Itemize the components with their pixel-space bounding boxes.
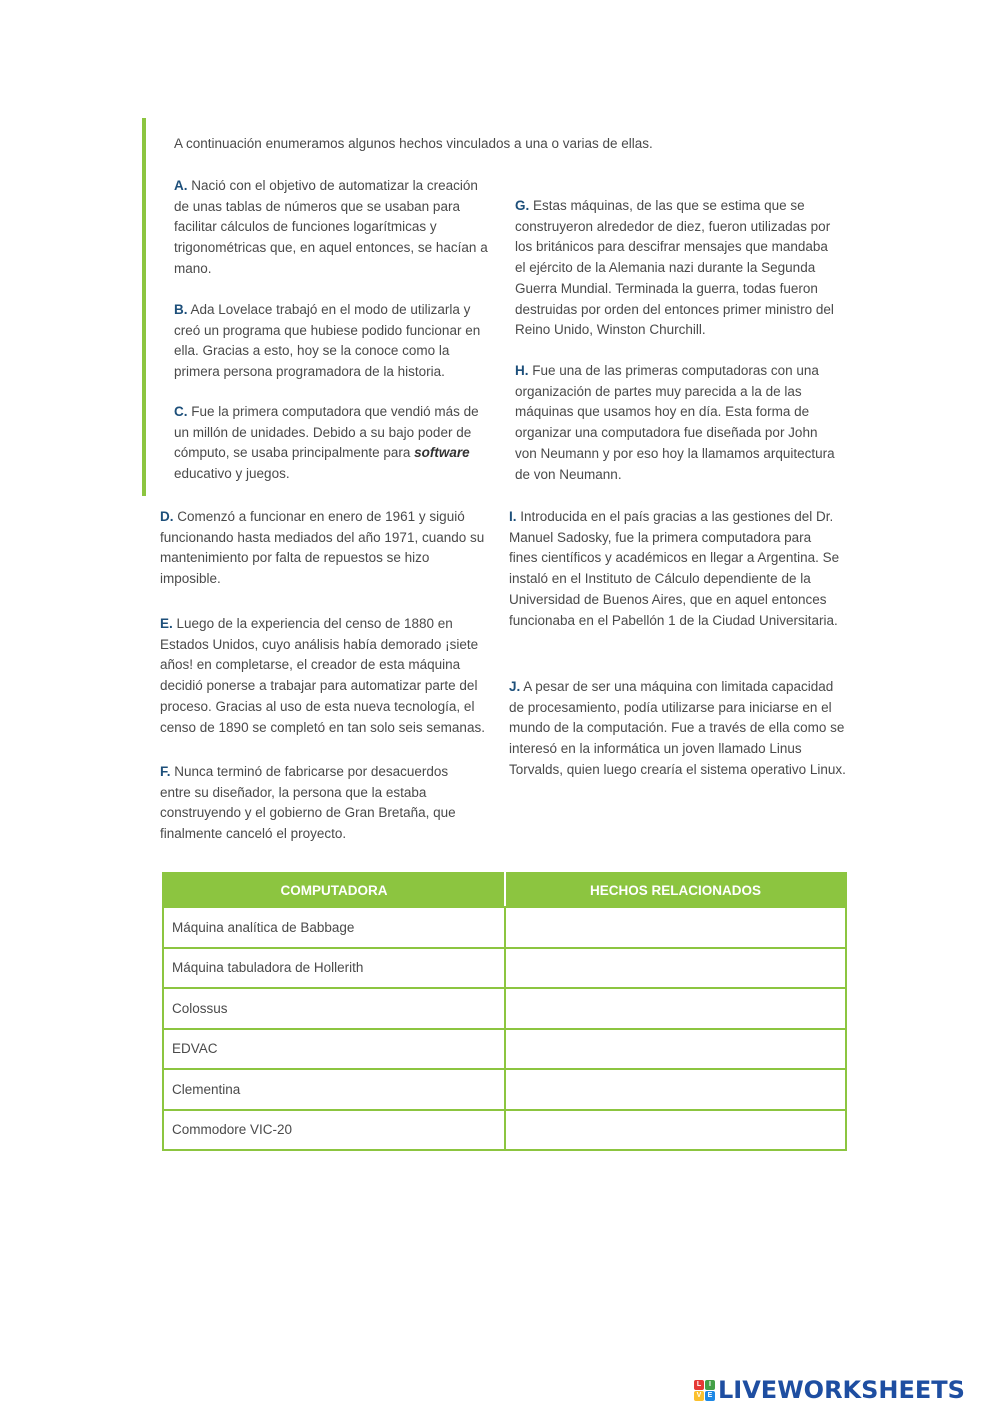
- liveworksheets-brand[interactable]: [694, 1376, 965, 1404]
- fact-letter: F.: [160, 764, 171, 779]
- fact-a: [174, 176, 492, 280]
- answer-cell[interactable]: [505, 1069, 846, 1110]
- fact-text: Ada Lovelace trabajó en el modo de utilizarla y creó un programa que hubiese podido funcionar en ella. Gracias a esto, hoy se la conoce como la primera persona programadora de la historia.: [174, 302, 481, 380]
- table-row: [163, 988, 846, 1029]
- brand-name: LIVEWORKSHEETS: [718, 1376, 965, 1404]
- fact-d: [160, 507, 488, 590]
- fact-text: Nunca terminó de fabricarse por desacuerdos entre su diseñador, la persona que la estaba construyendo y el gobierno de Gran Bretaña, que finalmente canceló el proyecto.: [160, 764, 456, 842]
- logo-tile: E: [705, 1391, 715, 1401]
- liveworksheets-logo-icon: [694, 1380, 715, 1401]
- answer-cell[interactable]: [505, 948, 846, 989]
- header-facts: HECHOS RELACIONADOS: [505, 873, 846, 907]
- computer-name: Commodore VIC-20: [163, 1110, 505, 1151]
- fact-text: Fue una de las primeras computadoras con una organización de partes muy parecida a la de las máquinas que usamos hoy en día. Esta forma de organizar una computadora fue diseñada por John von Neumann y por eso hoy la llamamos arquitectura de von Neumann.: [515, 363, 835, 482]
- logo-tile: V: [694, 1391, 704, 1401]
- fact-letter: E.: [160, 616, 173, 631]
- table-row: [163, 1069, 846, 1110]
- computer-name: EDVAC: [163, 1029, 505, 1070]
- fact-g: [515, 196, 841, 341]
- table-header-row: [163, 873, 846, 907]
- fact-text: educativo y juegos.: [174, 466, 290, 482]
- logo-tile: L: [694, 1380, 704, 1390]
- fact-letter: D.: [160, 509, 174, 524]
- intro-text: A continuación enumeramos algunos hechos vinculados a una o varias de ellas.: [174, 136, 653, 151]
- fact-text: Fue la primera computadora que vendió más de un millón de unidades. Debido a su bajo poder de cómputo, se usaba principalmente para: [174, 404, 479, 461]
- fact-i: [509, 507, 843, 631]
- answer-cell[interactable]: [505, 1029, 846, 1070]
- fact-letter: C.: [174, 404, 188, 419]
- fact-text: Introducida en el país gracias a las gestiones del Dr. Manuel Sadosky, fue la primera computadora para fines científicos y académicos en llegar a Argentina. Se instaló en el Instituto de Cálculo dependiente de la Universidad de Buenos Aires, que en aquel entonces funcionaba en el Pabellón 1 de la Ciudad Universitaria.: [509, 509, 840, 628]
- fact-j: [509, 677, 847, 781]
- table-row: [163, 948, 846, 989]
- answer-cell[interactable]: [505, 1110, 846, 1151]
- fact-e: [160, 614, 494, 738]
- table-row: [163, 907, 846, 948]
- fact-emphasis: software: [414, 445, 470, 461]
- fact-letter: H.: [515, 363, 529, 378]
- answer-cell[interactable]: [505, 907, 846, 948]
- fact-letter: A.: [174, 178, 188, 193]
- logo-tile: I: [705, 1380, 715, 1390]
- accent-bar: [142, 118, 146, 496]
- fact-b: [174, 300, 496, 383]
- computer-name: Máquina analítica de Babbage: [163, 907, 505, 948]
- fact-letter: G.: [515, 198, 530, 213]
- fact-c: [174, 402, 490, 485]
- header-computer: COMPUTADORA: [163, 873, 505, 907]
- matching-table: [162, 872, 847, 1151]
- computer-name: Colossus: [163, 988, 505, 1029]
- computer-name: Clementina: [163, 1069, 505, 1110]
- fact-text: Comenzó a funcionar en enero de 1961 y siguió funcionando hasta mediados del año 1971, cuando su mantenimiento por falta de repuestos se hizo imposible.: [160, 509, 485, 587]
- table-row: [163, 1029, 846, 1070]
- fact-letter: I.: [509, 509, 517, 524]
- fact-letter: J.: [509, 679, 521, 694]
- fact-text: A pesar de ser una máquina con limitada capacidad de procesamiento, podía utilizarse para iniciarse en el mundo de la computación. Fue a través de ella como se interesó en la informática un joven llamado Linus Torvalds, quien luego crearía el sistema operativo Linux.: [509, 679, 846, 777]
- fact-f: [160, 762, 478, 845]
- fact-text: Estas máquinas, de las que se estima que se construyeron alrededor de diez, fueron utilizadas por los británicos para descifrar mensajes que mandaba el ejército de la Alemania nazi durante la Segunda Guerra Mundial. Terminada la guerra, todas fueron destruidas por orden del entonces primer ministro del Reino Unido, Winston Churchill.: [515, 198, 834, 338]
- fact-text: Luego de la experiencia del censo de 1880 en Estados Unidos, cuyo análisis había demorado ¡siete años! en completarse, el creador de esta máquina decidió ponerse a trabajar para automatizar parte del proceso. Gracias al uso de esta nueva tecnología, el censo de 1890 se completó en tan solo seis semanas.: [160, 616, 485, 735]
- computer-name: Máquina tabuladora de Hollerith: [163, 948, 505, 989]
- fact-text: Nació con el objetivo de automatizar la creación de unas tablas de números que se usaban para facilitar cálculos de funciones logarítmicas y trigonométricas que, en aquel entonces, se hacían a mano.: [174, 178, 488, 276]
- fact-letter: B.: [174, 302, 188, 317]
- fact-h: [515, 361, 841, 485]
- table-row: [163, 1110, 846, 1151]
- answer-cell[interactable]: [505, 988, 846, 1029]
